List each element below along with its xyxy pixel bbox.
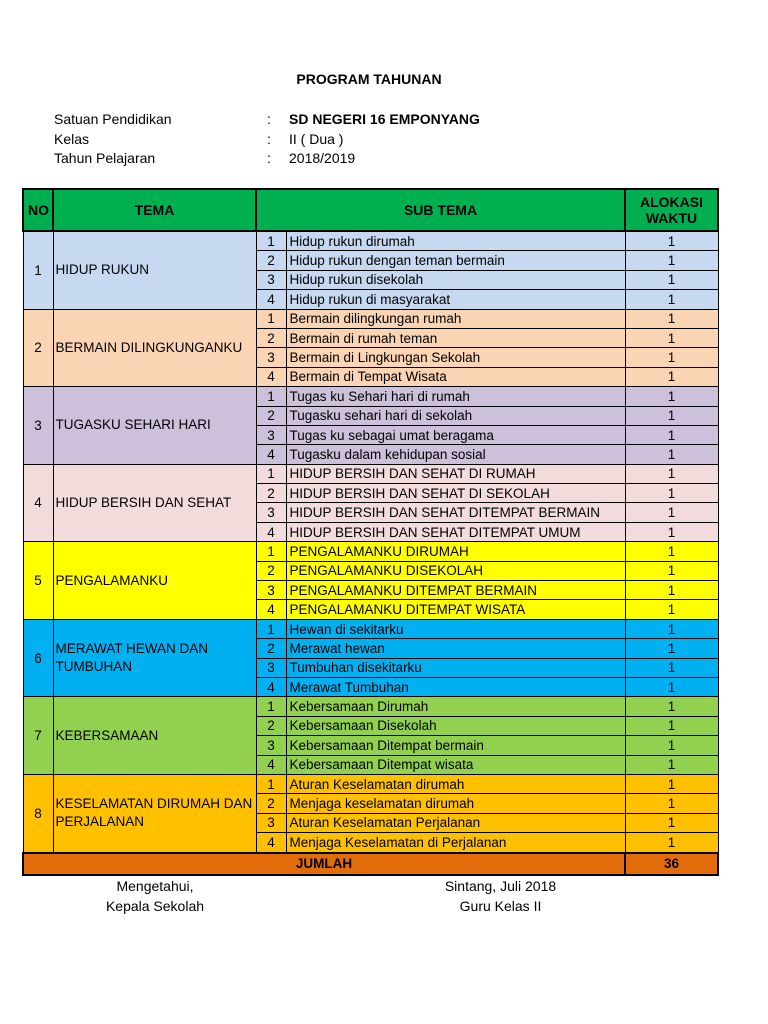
sub-theme-number: 2 xyxy=(256,794,286,813)
sub-theme-number: 1 xyxy=(256,619,286,638)
sub-theme-name: Bermain di Tempat Wisata xyxy=(286,367,625,386)
sub-theme-number: 1 xyxy=(256,697,286,716)
sub-theme-name: Hidup rukun di masyarakat xyxy=(286,290,625,309)
alokasi-value: 1 xyxy=(625,600,718,619)
info-label: Kelas xyxy=(54,131,90,147)
sub-theme-name: Tugasku sehari hari di sekolah xyxy=(286,406,625,425)
sub-theme-number: 2 xyxy=(256,716,286,735)
sub-theme-number: 1 xyxy=(256,309,286,328)
alokasi-value: 1 xyxy=(625,348,718,367)
sub-theme-name: Kebersamaan Disekolah xyxy=(286,716,625,735)
info-value: II ( Dua ) xyxy=(289,131,344,147)
sub-theme-number: 3 xyxy=(256,736,286,755)
info-label: Satuan Pendidikan xyxy=(54,111,172,127)
table-row xyxy=(23,542,718,561)
sub-theme-number: 4 xyxy=(256,677,286,696)
sub-theme-name: PENGALAMANKU DITEMPAT BERMAIN xyxy=(286,581,625,600)
table-row xyxy=(23,309,718,328)
info-value: 2018/2019 xyxy=(289,150,356,166)
sub-theme-name: Bermain di rumah teman xyxy=(286,328,625,347)
info-colon: : xyxy=(267,111,271,127)
sub-theme-name: Menjaga Keselamatan di Perjalanan xyxy=(286,833,625,853)
theme-number: 6 xyxy=(23,619,53,697)
alokasi-value: 1 xyxy=(625,561,718,580)
header-tema: TEMA xyxy=(53,189,256,231)
table-row xyxy=(23,774,718,793)
header-sub-tema: SUB TEMA xyxy=(256,189,625,231)
document-title: PROGRAM TAHUNAN xyxy=(296,71,442,87)
alokasi-value: 1 xyxy=(625,639,718,658)
sub-theme-number: 2 xyxy=(256,484,286,503)
sub-theme-number: 1 xyxy=(256,231,286,251)
sub-theme-name: HIDUP BERSIH DAN SEHAT DI SEKOLAH xyxy=(286,484,625,503)
theme-name: PENGALAMANKU xyxy=(53,542,256,620)
sub-theme-name: Merawat hewan xyxy=(286,639,625,658)
alokasi-value: 1 xyxy=(625,425,718,444)
sub-theme-number: 3 xyxy=(256,813,286,832)
program-table xyxy=(22,188,719,876)
signature-right-line: Guru Kelas II xyxy=(459,898,542,914)
sub-theme-number: 4 xyxy=(256,445,286,464)
alokasi-value: 1 xyxy=(625,445,718,464)
sub-theme-name: Aturan Keselamatan Perjalanan xyxy=(286,813,625,832)
sub-theme-name: Bermain di Lingkungan Sekolah xyxy=(286,348,625,367)
table-row xyxy=(23,619,718,638)
sub-theme-number: 4 xyxy=(256,290,286,309)
sub-theme-number: 3 xyxy=(256,270,286,289)
sub-theme-number: 3 xyxy=(256,503,286,522)
sub-theme-name: PENGALAMANKU DITEMPAT WISATA xyxy=(286,600,625,619)
sub-theme-number: 4 xyxy=(256,522,286,541)
sub-theme-number: 3 xyxy=(256,658,286,677)
info-label: Tahun Pelajaran xyxy=(54,150,156,166)
alokasi-value: 1 xyxy=(625,794,718,813)
table-row xyxy=(23,231,718,251)
alokasi-value: 1 xyxy=(625,309,718,328)
sub-theme-name: Tugasku dalam kehidupan sosial xyxy=(286,445,625,464)
alokasi-value: 1 xyxy=(625,464,718,483)
alokasi-value: 1 xyxy=(625,290,718,309)
alokasi-value: 1 xyxy=(625,619,718,638)
sub-theme-name: Hidup rukun disekolah xyxy=(286,270,625,289)
sub-theme-name: Menjaga keselamatan dirumah xyxy=(286,794,625,813)
sub-theme-name: Hidup rukun dengan teman bermain xyxy=(286,251,625,270)
table-body xyxy=(23,231,718,853)
theme-name: TUGASKU SEHARI HARI xyxy=(53,387,256,465)
sub-theme-number: 1 xyxy=(256,542,286,561)
alokasi-value: 1 xyxy=(625,484,718,503)
theme-number: 5 xyxy=(23,542,53,620)
theme-name: MERAWAT HEWAN DAN TUMBUHAN xyxy=(53,619,256,697)
total-row xyxy=(23,853,718,875)
table-row xyxy=(23,464,718,483)
alokasi-value: 1 xyxy=(625,736,718,755)
sub-theme-name: HIDUP BERSIH DAN SEHAT DI RUMAH xyxy=(286,464,625,483)
sub-theme-number: 2 xyxy=(256,406,286,425)
sub-theme-name: HIDUP BERSIH DAN SEHAT DITEMPAT BERMAIN xyxy=(286,503,625,522)
alokasi-value: 1 xyxy=(625,367,718,386)
table-row xyxy=(23,697,718,716)
info-colon: : xyxy=(267,131,271,147)
sub-theme-name: Tugas ku sebagai umat beragama xyxy=(286,425,625,444)
alokasi-value: 1 xyxy=(625,503,718,522)
sub-theme-name: Aturan Keselamatan dirumah xyxy=(286,774,625,793)
sub-theme-number: 4 xyxy=(256,600,286,619)
alokasi-value: 1 xyxy=(625,716,718,735)
total-label: JUMLAH xyxy=(23,853,625,875)
alokasi-value: 1 xyxy=(625,774,718,793)
theme-name: KEBERSAMAAN xyxy=(53,697,256,775)
alokasi-value: 1 xyxy=(625,328,718,347)
theme-number: 7 xyxy=(23,697,53,775)
info-value: SD NEGERI 16 EMPONYANG xyxy=(289,111,480,127)
sub-theme-name: Kebersamaan Ditempat wisata xyxy=(286,755,625,774)
alokasi-value: 1 xyxy=(625,677,718,696)
sub-theme-number: 4 xyxy=(256,755,286,774)
sub-theme-name: Merawat Tumbuhan xyxy=(286,677,625,696)
sub-theme-number: 4 xyxy=(256,833,286,853)
header-no: NO xyxy=(23,189,53,231)
sub-theme-number: 3 xyxy=(256,348,286,367)
alokasi-value: 1 xyxy=(625,755,718,774)
total-value: 36 xyxy=(625,853,718,875)
theme-number: 4 xyxy=(23,464,53,542)
theme-name: HIDUP RUKUN xyxy=(53,231,256,309)
theme-number: 8 xyxy=(23,774,53,852)
sub-theme-name: PENGALAMANKU DISEKOLAH xyxy=(286,561,625,580)
theme-name: BERMAIN DILINGKUNGANKU xyxy=(53,309,256,387)
sub-theme-number: 2 xyxy=(256,639,286,658)
alokasi-value: 1 xyxy=(625,251,718,270)
sub-theme-name: PENGALAMANKU DIRUMAH xyxy=(286,542,625,561)
alokasi-value: 1 xyxy=(625,813,718,832)
signature-left-line: Mengetahui, xyxy=(116,878,194,894)
signature-right xyxy=(418,876,583,916)
sub-theme-name: Tugas ku Sehari hari di rumah xyxy=(286,387,625,406)
sub-theme-number: 1 xyxy=(256,774,286,793)
sub-theme-number: 2 xyxy=(256,561,286,580)
alokasi-value: 1 xyxy=(625,522,718,541)
header-alokasi: ALOKASI WAKTU xyxy=(625,189,718,231)
alokasi-value: 1 xyxy=(625,406,718,425)
sub-theme-name: Kebersamaan Ditempat bermain xyxy=(286,736,625,755)
sub-theme-name: HIDUP BERSIH DAN SEHAT DITEMPAT UMUM xyxy=(286,522,625,541)
sub-theme-number: 3 xyxy=(256,581,286,600)
sub-theme-name: Bermain dilingkungan rumah xyxy=(286,309,625,328)
alokasi-value: 1 xyxy=(625,231,718,251)
theme-number: 2 xyxy=(23,309,53,387)
table-header-row xyxy=(23,189,718,231)
table-row xyxy=(23,387,718,406)
sub-theme-number: 4 xyxy=(256,367,286,386)
alokasi-value: 1 xyxy=(625,270,718,289)
theme-name: HIDUP BERSIH DAN SEHAT xyxy=(53,464,256,542)
alokasi-value: 1 xyxy=(625,542,718,561)
sub-theme-number: 2 xyxy=(256,251,286,270)
signature-left xyxy=(75,876,235,916)
info-colon: : xyxy=(267,150,271,166)
alokasi-value: 1 xyxy=(625,387,718,406)
signature-left-line: Kepala Sekolah xyxy=(105,898,205,914)
sub-theme-name: Kebersamaan Dirumah xyxy=(286,697,625,716)
theme-number: 1 xyxy=(23,231,53,309)
alokasi-value: 1 xyxy=(625,697,718,716)
sub-theme-number: 3 xyxy=(256,425,286,444)
sub-theme-name: Tumbuhan disekitarku xyxy=(286,658,625,677)
alokasi-value: 1 xyxy=(625,581,718,600)
theme-number: 3 xyxy=(23,387,53,465)
sub-theme-name: Hidup rukun dirumah xyxy=(286,231,625,251)
sub-theme-number: 2 xyxy=(256,328,286,347)
theme-name: KESELAMATAN DIRUMAH DAN PERJALANAN xyxy=(53,774,256,852)
alokasi-value: 1 xyxy=(625,833,718,853)
sub-theme-number: 1 xyxy=(256,464,286,483)
sub-theme-name: Hewan di sekitarku xyxy=(286,619,625,638)
sub-theme-number: 1 xyxy=(256,387,286,406)
alokasi-value: 1 xyxy=(625,658,718,677)
signature-right-line: Sintang, Juli 2018 xyxy=(444,878,557,894)
